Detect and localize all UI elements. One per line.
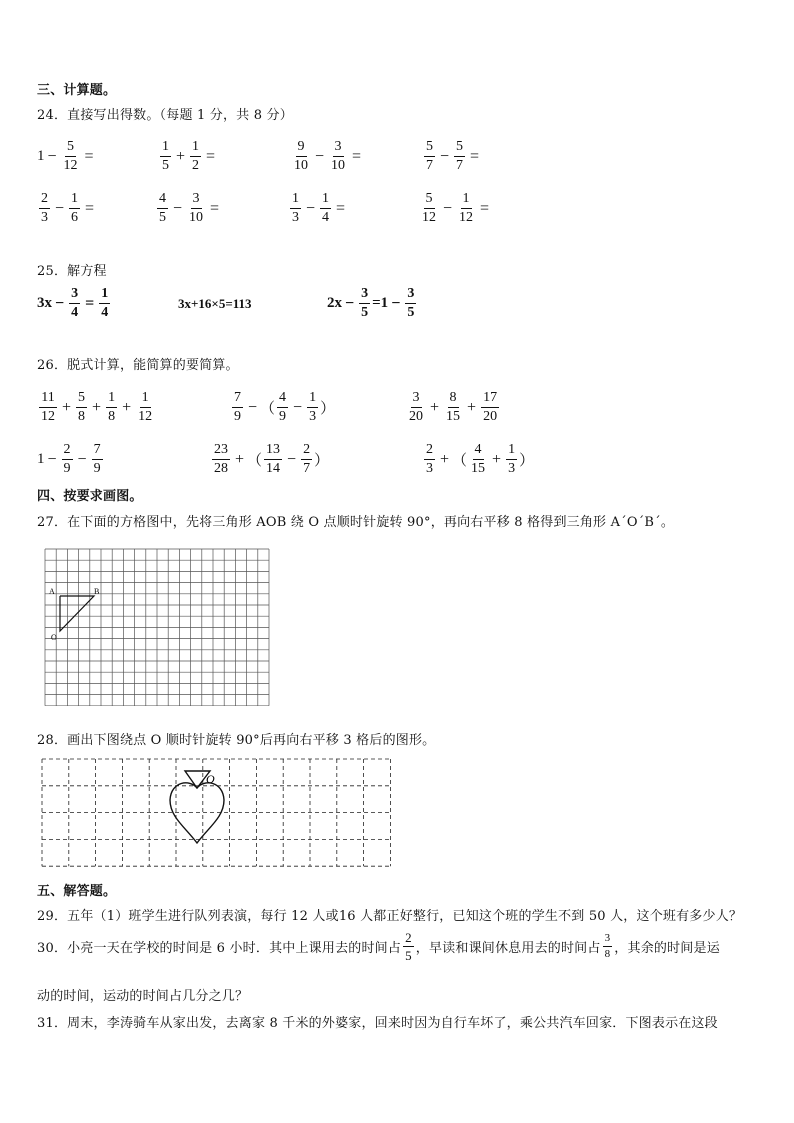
- denominator: 3: [292, 210, 299, 225]
- fraction: [329, 140, 347, 173]
- left-paren: （: [260, 401, 276, 417]
- denominator: 5: [407, 305, 415, 320]
- operator: −: [77, 450, 87, 468]
- fraction: [290, 192, 301, 225]
- q28-text: 28．画出下图绕点 O 顺时针旋转 90°后再向右平移 3 格后的图形。: [37, 733, 436, 748]
- denominator: 5: [361, 305, 369, 320]
- denominator: 3: [508, 461, 516, 476]
- fraction: [106, 391, 117, 424]
- fraction: [407, 391, 425, 424]
- numerator: 1: [320, 192, 331, 209]
- fraction: [232, 391, 243, 424]
- q24-item-8: [418, 192, 492, 225]
- label-a: A: [49, 587, 55, 596]
- numerator: 2: [405, 930, 412, 945]
- operator: −: [55, 294, 65, 312]
- q27-text: 27．在下面的方格图中，先将三角形 AOB 绕 O 点顺时针旋转 90°，再向右平移 8 格得到三角形 A´O´B´。: [37, 515, 675, 530]
- denominator: 3: [41, 210, 48, 225]
- operator: +: [122, 398, 132, 416]
- fraction: [454, 140, 465, 173]
- denominator: 3: [309, 409, 317, 424]
- term: 2x: [327, 295, 342, 311]
- fraction: [277, 391, 288, 424]
- denominator: 28: [214, 461, 228, 476]
- equals: =: [210, 199, 220, 217]
- denominator: 10: [331, 158, 346, 173]
- numerator: 2: [39, 192, 50, 209]
- fraction: [264, 443, 282, 476]
- fraction: [359, 287, 370, 320]
- operator: −: [293, 398, 303, 416]
- operator: −: [248, 398, 258, 416]
- q26-expression-1: [37, 391, 156, 424]
- equals: =: [84, 147, 94, 165]
- q30-line-2: 动的时间，运动的时间占几分之几？: [37, 989, 249, 1004]
- q30-text-part2: ，早读和课间休息用去的时间占: [415, 941, 601, 956]
- section-4-title: 四、按要求画图。: [37, 489, 143, 504]
- fraction: [69, 287, 80, 320]
- numerator: 5: [76, 391, 87, 408]
- fraction: [157, 192, 168, 225]
- denominator: 7: [456, 158, 464, 173]
- operator: −: [47, 450, 57, 468]
- whole-number: 1: [37, 451, 45, 467]
- numerator: 3: [333, 140, 344, 157]
- fraction: [424, 140, 435, 173]
- denominator: 5: [162, 158, 169, 173]
- numerator: 3: [603, 933, 613, 947]
- fraction: [469, 443, 487, 476]
- operator: −: [345, 294, 355, 312]
- fraction: [603, 933, 613, 960]
- fraction: [292, 140, 310, 173]
- numerator: 8: [448, 391, 459, 408]
- numerator: 5: [65, 140, 76, 157]
- operator: −: [315, 147, 325, 165]
- denominator: 4: [322, 210, 330, 225]
- numerator: 1: [140, 391, 151, 408]
- q26-expression-2: [230, 391, 335, 424]
- fraction: [99, 287, 110, 320]
- operator: +: [176, 147, 186, 165]
- numerator: 1: [106, 391, 117, 408]
- q25-equation-2: 3x+16×5=113: [178, 296, 252, 311]
- q24-item-3: [290, 140, 364, 173]
- denominator: 8: [108, 409, 116, 424]
- numerator: 23: [212, 443, 230, 460]
- numerator: 1: [99, 287, 110, 304]
- denominator: 4: [101, 305, 109, 320]
- q26-expression-5: [210, 443, 329, 476]
- numerator: 4: [473, 443, 484, 460]
- whole-number: 1: [37, 148, 45, 164]
- fraction: [39, 391, 57, 424]
- numerator: 1: [461, 192, 472, 209]
- numerator: 1: [190, 140, 201, 157]
- equals: =: [85, 199, 95, 217]
- denominator: 14: [266, 461, 281, 476]
- equals: =: [336, 199, 346, 217]
- q30-text-part3: ，其余的时间是运: [614, 941, 720, 956]
- fraction: [92, 443, 103, 476]
- fraction: [307, 391, 318, 424]
- denominator: 12: [41, 409, 55, 424]
- operator: −: [55, 199, 65, 217]
- equals: =: [352, 147, 362, 165]
- numerator: 4: [157, 192, 168, 209]
- operator: +: [92, 398, 102, 416]
- denominator: 9: [93, 461, 101, 476]
- fraction: [212, 443, 230, 476]
- denominator: 20: [409, 409, 423, 424]
- fraction: [39, 192, 50, 225]
- numerator: 5: [454, 140, 465, 157]
- fraction: [457, 192, 475, 225]
- operator: −: [287, 450, 297, 468]
- fraction: [403, 931, 414, 962]
- denominator: 10: [189, 210, 204, 225]
- numerator: 1: [290, 192, 301, 209]
- denominator: 6: [71, 210, 79, 225]
- denominator: 7: [303, 461, 311, 476]
- operator: −: [173, 199, 183, 217]
- equals: =1: [372, 295, 389, 311]
- numerator: 9: [296, 140, 307, 157]
- fraction: [420, 192, 438, 225]
- denominator: 3: [426, 461, 433, 476]
- fraction: [320, 192, 331, 225]
- operator: +: [62, 398, 72, 416]
- numerator: 13: [264, 443, 282, 460]
- equals: =: [206, 147, 216, 165]
- fraction: [62, 140, 80, 173]
- equals: =: [85, 294, 95, 312]
- fraction: [62, 443, 73, 476]
- heart-figure: [170, 771, 224, 843]
- numerator: 3: [191, 192, 202, 209]
- denominator: 5: [159, 210, 166, 225]
- denominator: 8: [78, 409, 86, 424]
- numerator: 1: [69, 192, 80, 209]
- numerator: 3: [411, 391, 422, 408]
- label-o: O: [51, 633, 57, 642]
- operator: −: [443, 199, 453, 217]
- section-3-title: 三、计算题。: [37, 83, 117, 98]
- numerator: 1: [307, 391, 318, 408]
- numerator: 3: [405, 287, 416, 304]
- q25-equation-1: [37, 287, 112, 320]
- fraction: [301, 443, 312, 476]
- numerator: 2: [62, 443, 73, 460]
- denominator: 9: [234, 409, 241, 424]
- q24-item-6: [155, 192, 222, 225]
- q26-expression-3: [405, 391, 501, 424]
- q24-item-4: [422, 140, 482, 173]
- fraction: [187, 192, 205, 225]
- numerator: 11: [39, 391, 56, 408]
- operator: −: [440, 147, 450, 165]
- operator: −: [47, 147, 57, 165]
- denominator: 10: [294, 158, 308, 173]
- fraction: [481, 391, 499, 424]
- denominator: 7: [426, 158, 433, 173]
- denominator: 8: [604, 948, 611, 960]
- fraction: [76, 391, 87, 424]
- denominator: 2: [192, 158, 200, 173]
- denominator: 12: [138, 409, 153, 424]
- fraction: [506, 443, 517, 476]
- q26-expression-6: [422, 443, 534, 476]
- left-paren: （: [452, 453, 468, 469]
- fraction: [444, 391, 462, 424]
- q31-text: 31．周末，李涛骑车从家出发，去离家 8 千米的外婆家，回来时因为自行车坏了，乘公共汽车回家．下图表示在这段: [37, 1016, 718, 1031]
- section-5-title: 五、解答题。: [37, 884, 117, 899]
- numerator: 7: [92, 443, 103, 460]
- equals: =: [480, 199, 490, 217]
- numerator: 3: [359, 287, 370, 304]
- equals: =: [470, 147, 480, 165]
- fraction: [136, 391, 154, 424]
- operator: +: [467, 398, 477, 416]
- right-paren: ）: [314, 453, 330, 469]
- q27-square-grid: [44, 548, 270, 706]
- denominator: 12: [459, 210, 474, 225]
- numerator: 2: [301, 443, 312, 460]
- q26-expression-4: [37, 443, 105, 476]
- operator: +: [440, 450, 450, 468]
- q24-item-7: [288, 192, 348, 225]
- fraction: [69, 192, 80, 225]
- q24-item-5: [37, 192, 97, 225]
- q25-header: 25．解方程: [37, 264, 107, 279]
- numerator: 5: [424, 140, 435, 157]
- denominator: 12: [63, 158, 78, 173]
- label-o: O: [206, 772, 215, 786]
- q24-header: 24．直接写出得数。（每题 1 分，共 8 分）: [37, 108, 293, 123]
- term: 3x: [37, 295, 52, 311]
- denominator: 15: [471, 461, 486, 476]
- denominator: 4: [71, 305, 79, 320]
- operator: +: [492, 450, 502, 468]
- denominator: 15: [446, 409, 461, 424]
- numerator: 7: [232, 391, 243, 408]
- denominator: 9: [279, 409, 287, 424]
- operator: +: [430, 398, 440, 416]
- fraction: [190, 140, 201, 173]
- label-b: B: [94, 587, 100, 596]
- triangle-aob: [60, 596, 94, 631]
- denominator: 20: [483, 409, 498, 424]
- fraction: [405, 287, 416, 320]
- q29-text: 29．五年（1）班学生进行队列表演，每行 12 人或16 人都正好整行，已知这个班的学生不到 50 人，这个班有多少人？: [37, 909, 743, 924]
- q25-equation-3: [327, 287, 418, 320]
- q24-item-2: [158, 140, 218, 173]
- operator: +: [235, 450, 245, 468]
- right-paren: ）: [519, 453, 535, 469]
- fraction: [160, 140, 171, 173]
- denominator: 9: [63, 461, 71, 476]
- operator: −: [391, 294, 401, 312]
- numerator: 3: [69, 287, 80, 304]
- numerator: 17: [481, 391, 499, 408]
- left-paren: （: [247, 453, 263, 469]
- numerator: 5: [424, 192, 435, 209]
- q28-dashed-grid: [40, 757, 405, 871]
- q30-line-1: [37, 931, 720, 962]
- numerator: 4: [277, 391, 288, 408]
- fraction: [424, 443, 435, 476]
- right-paren: ）: [320, 401, 336, 417]
- numerator: 2: [424, 443, 435, 460]
- numerator: 1: [160, 140, 171, 157]
- denominator: 12: [422, 210, 436, 225]
- numerator: 1: [506, 443, 517, 460]
- operator: −: [306, 199, 316, 217]
- q30-text-part1: 30．小亮一天在学校的时间是 6 小时．其中上课用去的时间占: [37, 941, 402, 956]
- q24-item-1: [37, 140, 97, 173]
- q26-header: 26．脱式计算，能简算的要简算。: [37, 358, 239, 373]
- denominator: 5: [405, 948, 412, 963]
